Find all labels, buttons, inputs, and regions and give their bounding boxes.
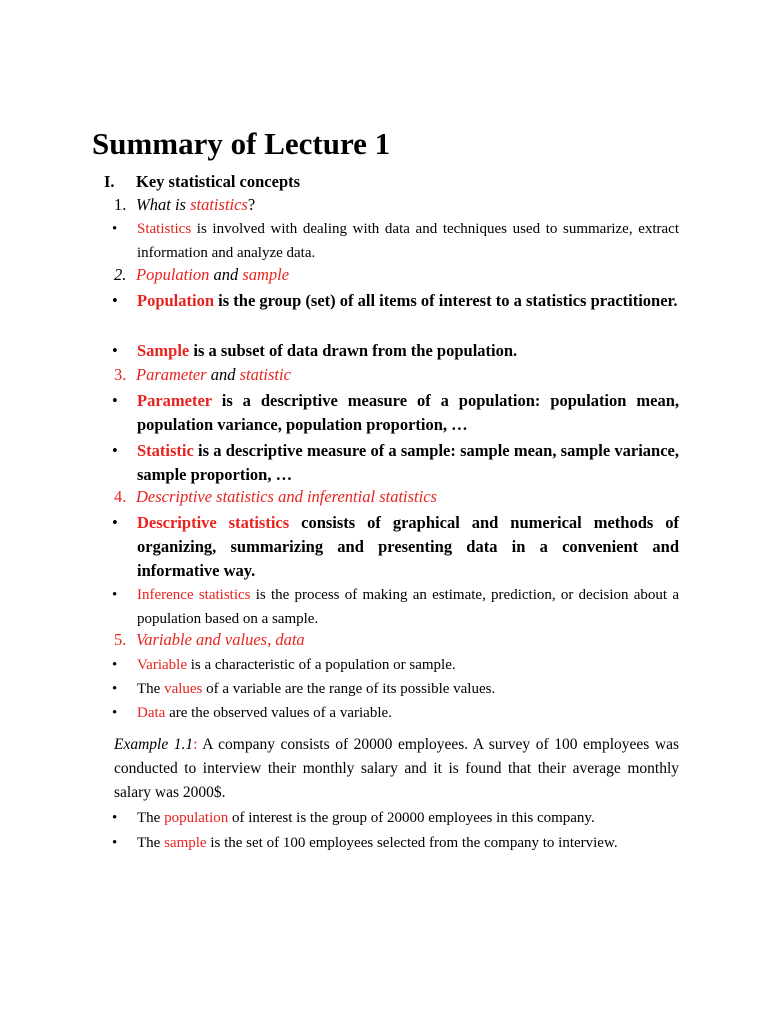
bullet-icon: • [112,587,118,603]
definition-prefix: The [137,681,165,697]
subheading-number: 4. [114,487,127,506]
subheading-3 [114,364,291,386]
subheading-term: sample [242,265,290,284]
bullet-icon: • [112,835,118,851]
section-number: I. [104,172,115,191]
term: Inference statistics [137,587,251,603]
subheading-text: What is [136,195,191,214]
subheading-text: Variable and values, data [136,630,305,649]
term: Data [137,705,166,721]
term: population [164,810,229,826]
subheading-term: Parameter [136,365,207,384]
bullet-icon: • [112,291,118,310]
definition: of a variable are the range of its possible values. [202,681,496,697]
bullet-icon: • [112,513,118,532]
example-colon: : [193,736,198,753]
page-title: Summary of Lecture 1 [92,126,391,161]
bullet-example-sample [112,832,679,856]
definition: is the group (set) of all items of interest to a statistics practitioner. [214,291,678,310]
bullet-icon: • [112,441,118,460]
term: Statistic [137,441,194,460]
bullet-example-population [112,807,679,831]
term: Population [137,291,215,310]
subheading-term: Population [136,265,210,284]
bullet-population [112,289,679,313]
subheading-text: ? [247,195,256,214]
definition-prefix: The [137,810,165,826]
definition: consists of graphical and numerical methods of organizing, summarizing and presenting data in a convenient and informative way. [137,513,679,580]
definition: are the observed values of a variable. [165,705,392,721]
subheading-number: 5. [114,630,127,649]
term: sample [164,835,207,851]
bullet-values [112,678,679,702]
subheading-term: statistic [239,365,291,384]
bullet-icon: • [112,657,118,673]
bullet-inference-statistics [112,584,679,631]
bullet-icon: • [112,810,118,826]
bullet-descriptive-statistics [112,511,679,583]
bullet-data [112,702,679,726]
definition: is a descriptive measure of a sample: sample mean, sample variance, sample proportion, … [137,441,679,484]
term: Descriptive statistics [137,513,290,532]
subheading-term: statistics [190,195,248,214]
bullet-icon: • [112,391,118,410]
term: Parameter [137,391,212,410]
subheading-number: 2. [114,265,127,284]
section-label: Key statistical concepts [136,172,301,191]
subheading-4 [114,486,437,508]
bullet-statistics [112,218,679,265]
definition: is the set of 100 employees selected from the company to interview. [206,835,618,851]
example-label: Example 1.1 [114,736,194,753]
subheading-2 [114,264,289,286]
subheading-number: 3. [114,365,127,384]
subheading-number: 1. [114,195,127,214]
bullet-icon: • [112,221,118,237]
definition-prefix: The [137,835,165,851]
subheading-text: and [209,265,243,284]
term: values [164,681,203,697]
term: Statistics [137,221,192,237]
subheading-1 [114,194,255,216]
example-text: A company consists of 20000 employees. A survey of 100 employees was conducted to interview their monthly salary and it is found that their average monthly salary was 2000$. [114,736,679,801]
bullet-variable [112,654,679,678]
definition: of interest is the group of 20000 employees in this company. [228,810,595,826]
subheading-text: and [206,365,240,384]
bullet-sample [112,339,679,363]
bullet-parameter [112,389,679,437]
subheading-5 [114,629,305,651]
term: Variable [137,657,187,673]
bullet-statistic [112,439,679,487]
example-paragraph [114,733,679,805]
definition: is a subset of data drawn from the population. [189,341,518,360]
definition: is a characteristic of a population or sample. [186,657,456,673]
bullet-icon: • [112,705,118,721]
definition: is involved with dealing with data and techniques used to summarize, extract information and analyze data. [137,221,679,261]
subheading-text: Descriptive statistics and inferential statistics [136,487,437,506]
definition: is a descriptive measure of a population: population mean, population variance, population proportion, … [137,391,679,434]
term: Sample [137,341,190,360]
bullet-icon: • [112,341,118,360]
bullet-icon: • [112,681,118,697]
definition: is the process of making an estimate, prediction, or decision about a population based on a sample. [137,587,679,627]
section-heading [104,171,300,193]
